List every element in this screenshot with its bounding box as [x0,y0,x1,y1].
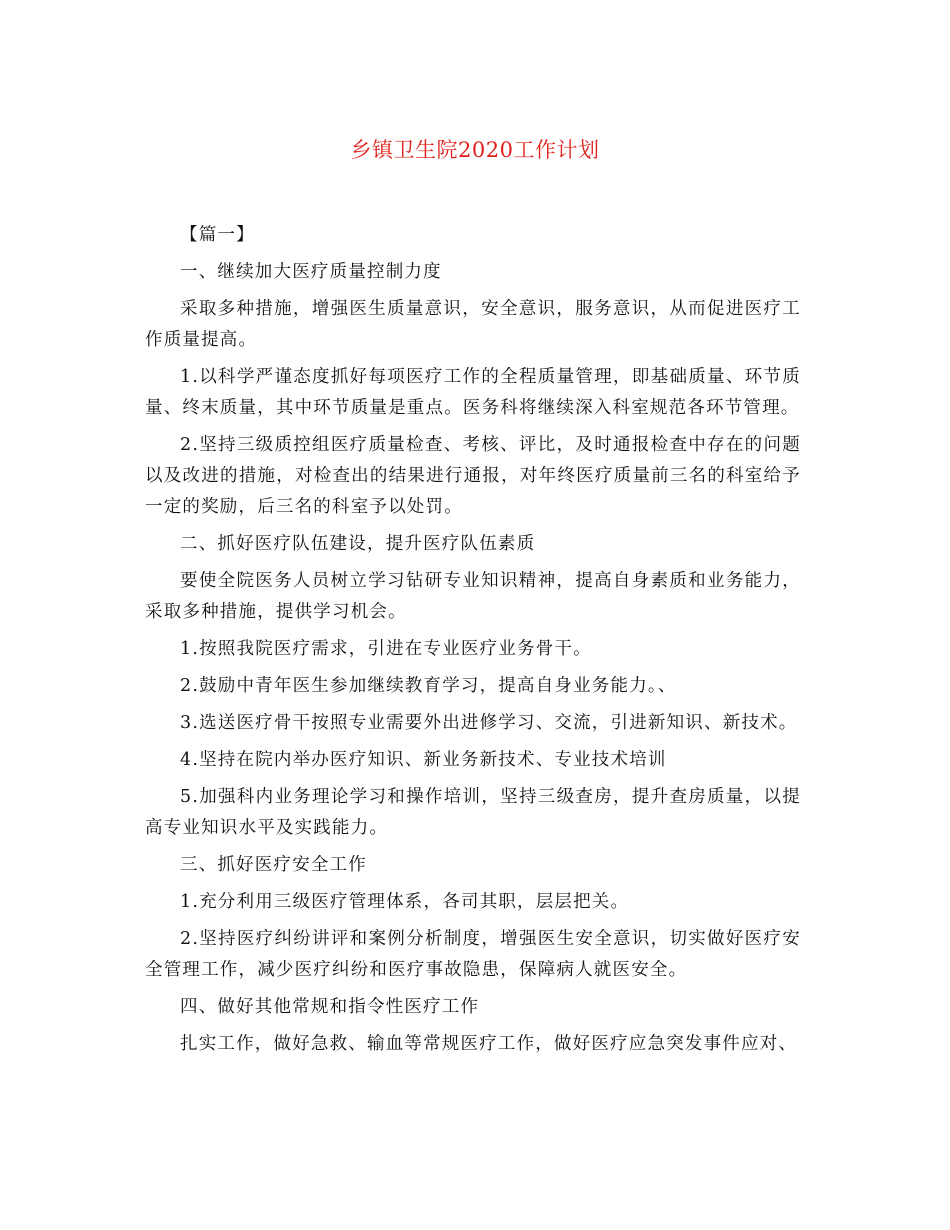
section-heading: 三、抓好医疗安全工作 [180,855,367,875]
list-item: 2.鼓励中青年医生参加继续教育学习，提高自身业务能力。、 [180,676,677,696]
body-paragraph: 扎实工作，做好急救、输血等常规医疗工作，做好医疗应急突发事件应对、 [180,1034,798,1054]
section-label: 【篇一】 [180,225,255,245]
section-heading: 四、做好其他常规和指令性医疗工作 [180,997,480,1017]
document-body [145,220,801,1066]
list-item: 1.按照我院医疗需求，引进在专业医疗业务骨干。 [180,639,592,659]
list-item: 2.坚持三级质控组医疗质量检查、考核、评比，及时通报检查中存在的问题以及改进的措施，对检查出的结果进行通报，对年终医疗质量前三名的科室给予一定的奖励，后三名的科室予以处罚。 [145,435,801,517]
list-item: 1.以科学严谨态度抓好每项医疗工作的全程质量管理，即基础质量、环节质量、终末质量，其中环节质量是重点。医务科将继续深入科室规范各环节管理。 [145,367,801,418]
list-item: 1.充分利用三级医疗管理体系，各司其职，层层把关。 [180,892,630,912]
section-heading: 一、继续加大医疗质量控制力度 [180,262,442,282]
list-item: 2.坚持医疗纠纷讲评和案例分析制度，增强医生安全意识，切实做好医疗安全管理工作，减少医疗纠纷和医疗事故隐患，保障病人就医安全。 [145,929,801,980]
body-paragraph: 采取多种措施，增强医生质量意识，安全意识，服务意识，从而促进医疗工作质量提高。 [145,299,801,350]
section-heading: 二、抓好医疗队伍建设，提升医疗队伍素质 [180,534,536,554]
list-item: 4.坚持在院内举办医疗知识、新业务新技术、专业技术培训 [180,750,667,770]
body-paragraph: 要使全院医务人员树立学习钻研专业知识精神，提高自身素质和业务能力，采取多种措施，提供学习机会。 [145,571,801,622]
list-item: 5.加强科内业务理论学习和操作培训，坚持三级查房，提升查房质量，以提高专业知识水平及实践能力。 [145,787,801,838]
document-title: 乡镇卫生院2020工作计划 [350,138,600,162]
list-item: 3.选送医疗骨干按照专业需要外出进修学习、交流，引进新知识、新技术。 [180,713,798,733]
